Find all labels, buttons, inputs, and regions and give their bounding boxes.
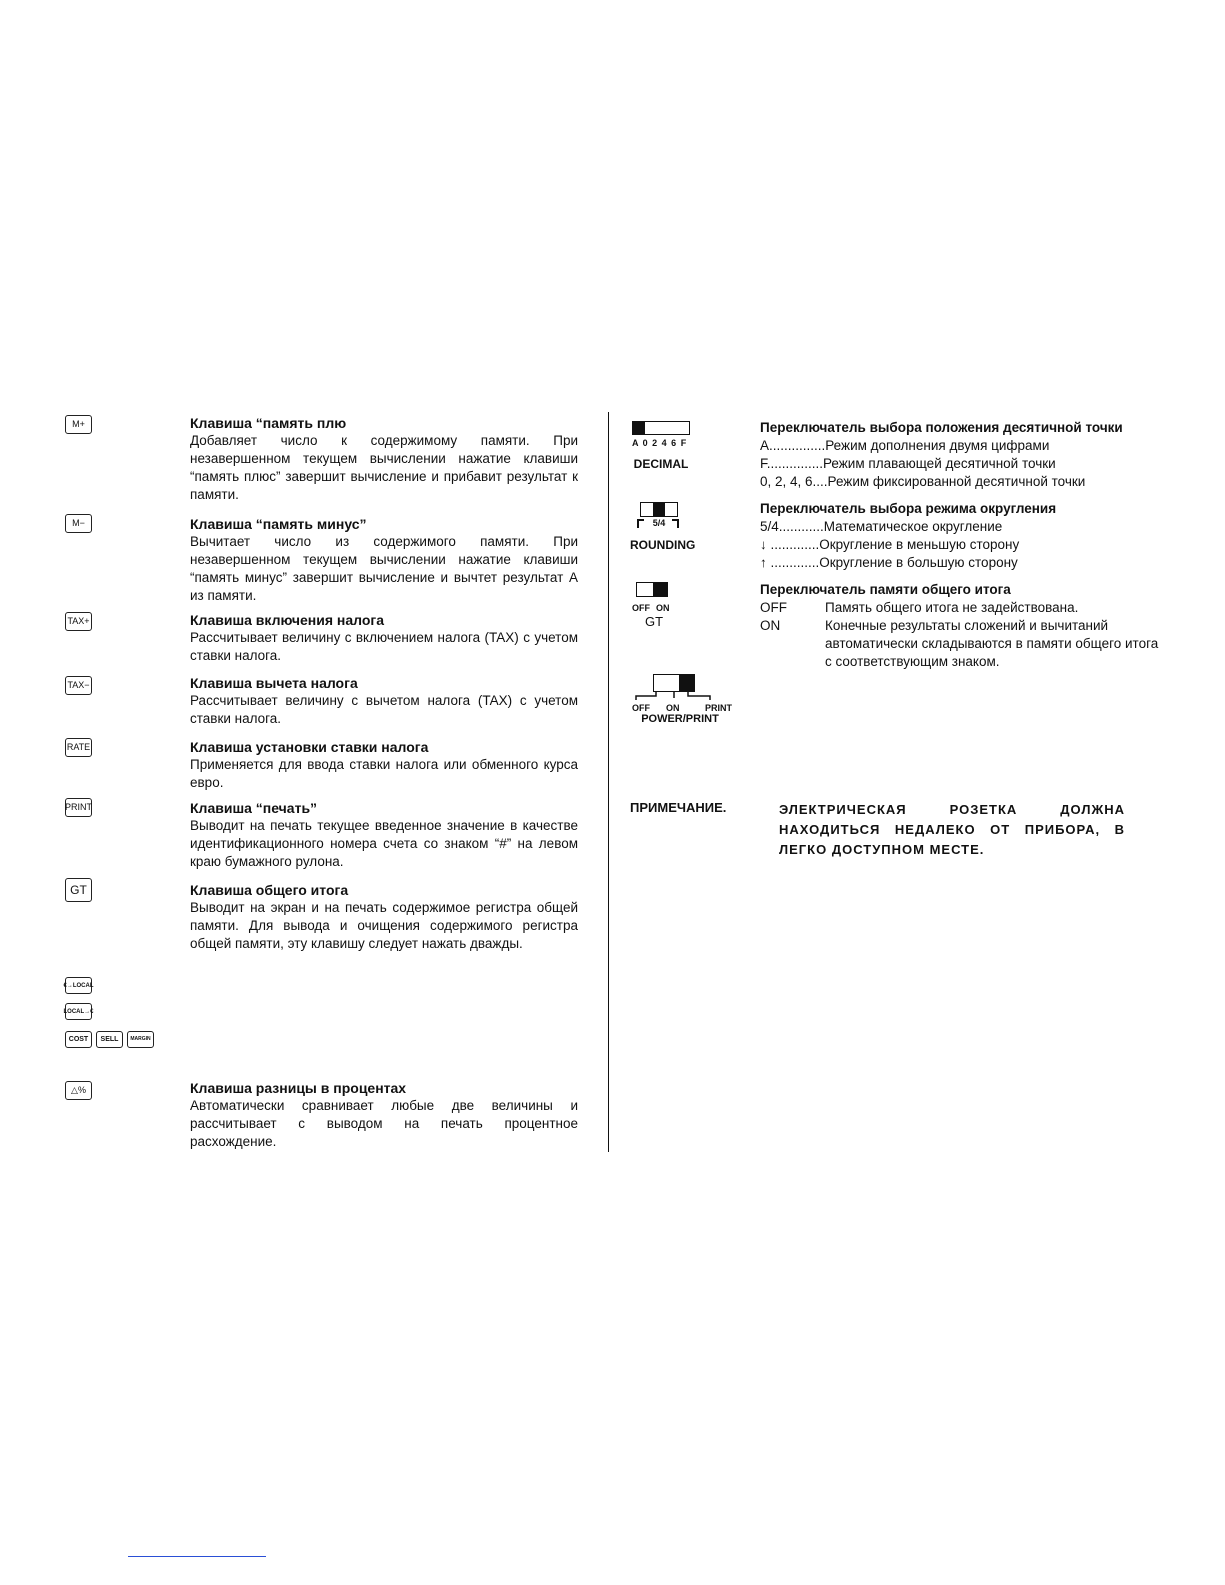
decimal-switch-knob bbox=[633, 422, 645, 434]
gt-switch-pos-on: ON bbox=[656, 603, 670, 613]
rounding-switch-knob bbox=[653, 503, 665, 516]
entry-title: Клавиша вычета налога bbox=[190, 675, 358, 691]
note-label: ПРИМЕЧАНИЕ. bbox=[630, 800, 727, 815]
rounding-mode-down: ↓ .............Округление в меньшую сторону bbox=[760, 537, 1020, 552]
gt-row-key: ON bbox=[760, 618, 781, 633]
rounding-switch-title: Переключатель выбора режима округления bbox=[760, 501, 1057, 516]
power-switch-pos-off: OFF bbox=[632, 703, 650, 713]
decimal-switch-description bbox=[760, 419, 1160, 491]
entry-body: Добавляет число к содержимому памяти. При незавершенном текущем вычислении нажатие клавиши “память плюс” завершит вычисление и прибавит результат к памяти. bbox=[190, 433, 578, 502]
power-switch-pos-on: ON bbox=[666, 703, 680, 713]
rounding-switch-slot bbox=[640, 502, 678, 517]
decimal-mode-fixed: 0, 2, 4, 6....Режим фиксированной десятичной точки bbox=[760, 474, 1086, 489]
gt-row-off bbox=[760, 599, 1160, 617]
footer-rule bbox=[128, 1556, 266, 1557]
gt-switch-illustration bbox=[632, 582, 676, 632]
power-switch-illustration bbox=[630, 674, 740, 726]
tax-plus-entry bbox=[190, 611, 578, 665]
local-euro-key: LOCAL→€ bbox=[65, 1003, 92, 1020]
entry-body: Автоматически сравнивает любые две величины и рассчитывает с выводом на печать процентное расхождение. bbox=[190, 1098, 578, 1149]
entry-body: Выводит на экран и на печать содержимое регистра общей памяти. Для вывода и очищения содержимого регистра общей памяти, эту клавишу следует нажать дважды. bbox=[190, 900, 578, 951]
tax-minus-entry bbox=[190, 674, 578, 728]
entry-title: Клавиша “память минус” bbox=[190, 516, 367, 532]
gt-switch-pos-off: OFF bbox=[632, 603, 650, 613]
entry-title: Клавиша разницы в процентах bbox=[190, 1080, 407, 1096]
column-divider bbox=[608, 412, 609, 1152]
delta-percent-key: △% bbox=[65, 1081, 92, 1100]
delta-percent-entry bbox=[190, 1079, 578, 1151]
decimal-switch-caption: DECIMAL bbox=[633, 457, 689, 471]
decimal-mode-f: F...............Режим плавающей десятичной точки bbox=[760, 456, 1056, 471]
rounding-switch-caption: ROUNDING bbox=[630, 538, 696, 552]
gt-switch-knob bbox=[653, 583, 667, 596]
gt-switch-caption: GT bbox=[644, 614, 664, 629]
rounding-switch-illustration bbox=[630, 502, 694, 554]
gt-switch-slot bbox=[636, 582, 668, 597]
entry-body: Выводит на печать текущее введенное значение в качестве идентификационного номера счета со знаком “#” на левом краю бумажного рулона. bbox=[190, 818, 578, 869]
gt-row-text: Конечные результаты сложений и вычитаний автоматически складываются в памяти общего итога с соответствующим знаком. bbox=[825, 618, 1159, 669]
entry-body: Рассчитывает величину с включением налога (TAX) с учетом ставки налога. bbox=[190, 630, 578, 663]
print-entry bbox=[190, 799, 578, 871]
m-plus-entry bbox=[190, 414, 578, 504]
print-key: PRINT bbox=[65, 798, 92, 817]
gt-row-key: OFF bbox=[760, 600, 787, 615]
rate-entry bbox=[190, 738, 578, 792]
rounding-switch-positions: 5/4 bbox=[652, 518, 666, 528]
decimal-switch-slot bbox=[632, 421, 690, 435]
decimal-switch-title: Переключатель выбора положения десятичной точки bbox=[760, 420, 1123, 435]
power-switch-pos-print: PRINT bbox=[705, 703, 732, 713]
decimal-mode-a: A...............Режим дополнения двумя цифрами bbox=[760, 438, 1050, 453]
entry-body: Рассчитывает величину с вычетом налога (TAX) с учетом ставки налога. bbox=[190, 693, 578, 726]
euro-local-key: €→LOCAL bbox=[65, 977, 92, 994]
rounding-mode-54: 5/4............Математическое округление bbox=[760, 519, 1003, 534]
tax-plus-key: TAX+ bbox=[65, 612, 92, 631]
decimal-switch-illustration bbox=[632, 421, 690, 481]
decimal-switch-positions: A 0 2 4 6 F bbox=[632, 438, 688, 448]
m-plus-key: M+ bbox=[65, 415, 92, 434]
entry-body: Применяется для ввода ставки налога или обменного курса евро. bbox=[190, 757, 578, 790]
entry-title: Клавиша “печать” bbox=[190, 800, 318, 816]
sell-key: SELL bbox=[96, 1031, 123, 1048]
entry-body: Вычитает число из содержимого памяти. При незавершенном текущем вычислении нажатие клавиши “память минус” завершит вычисление и вычтет результат А из памяти. bbox=[190, 534, 578, 603]
gt-entry bbox=[190, 881, 578, 953]
entry-title: Клавиша общего итога bbox=[190, 882, 349, 898]
entry-title: Клавиша установки ставки налога bbox=[190, 739, 429, 755]
entry-title: Клавиша включения налога bbox=[190, 612, 385, 628]
rate-key: RATE bbox=[65, 738, 92, 757]
gt-switch-title: Переключатель памяти общего итога bbox=[760, 582, 1011, 597]
note-text: ЭЛЕКТРИЧЕСКАЯ РОЗЕТКА ДОЛЖНА НАХОДИТЬСЯ НЕДАЛЕКО ОТ ПРИБОРА, В ЛЕГКО ДОСТУПНОМ МЕСТЕ. bbox=[779, 802, 1125, 857]
tax-minus-key: TAX− bbox=[65, 676, 92, 695]
gt-row-text: Память общего итога не задействована. bbox=[825, 600, 1079, 615]
gt-key: GT bbox=[65, 878, 92, 902]
cost-key: COST bbox=[65, 1031, 92, 1048]
m-minus-key: M− bbox=[65, 514, 92, 533]
power-switch-knob bbox=[679, 675, 694, 691]
m-minus-entry bbox=[190, 515, 578, 605]
rounding-switch-description bbox=[760, 500, 1160, 572]
rounding-mode-up: ↑ .............Округление в большую сторону bbox=[760, 555, 1018, 570]
power-switch-caption: POWER/PRINT bbox=[641, 713, 719, 725]
gt-switch-description bbox=[760, 581, 1160, 671]
margin-key: MARGIN bbox=[127, 1031, 154, 1048]
entry-title: Клавиша “память плю bbox=[190, 415, 347, 431]
gt-row-on bbox=[760, 617, 1160, 671]
power-switch-slot bbox=[653, 674, 695, 692]
